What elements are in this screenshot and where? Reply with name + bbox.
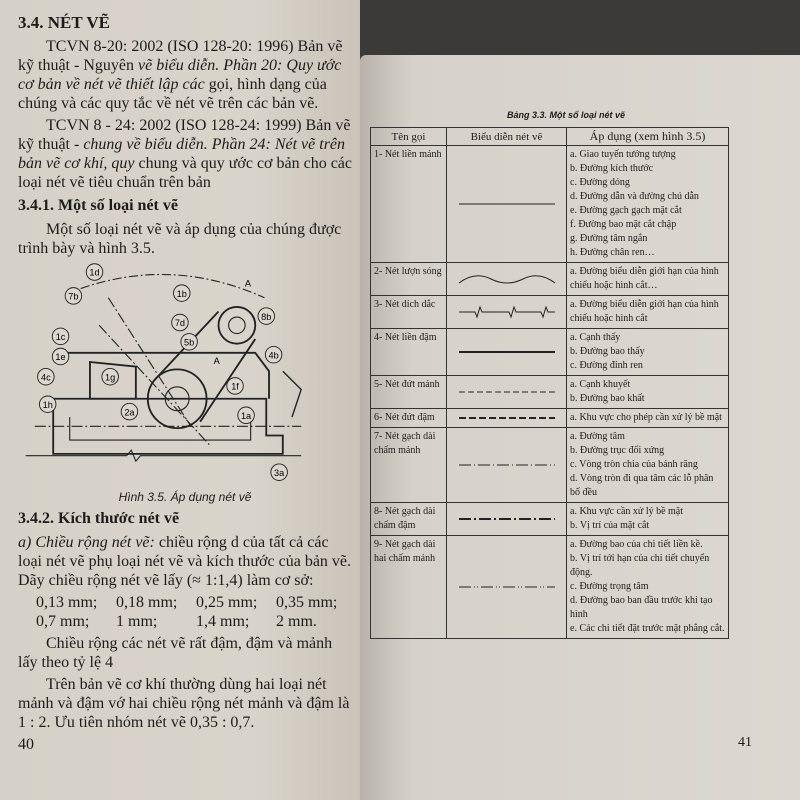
use-item: e. Đường gạch gạch mặt cắt xyxy=(570,205,682,216)
width-list xyxy=(18,593,352,631)
paragraph xyxy=(18,675,352,732)
table-row xyxy=(371,536,729,639)
width-value: 0,25 mm; xyxy=(196,594,258,611)
table-row xyxy=(371,263,729,296)
width-value: 0,7 mm; xyxy=(36,613,90,630)
width-value: 0,35 mm; xyxy=(276,594,338,611)
line-sample-dashdotdot-thin xyxy=(457,582,557,592)
subsection-title: 3.4.2. Kích thước nét vẽ xyxy=(18,510,180,527)
paragraph-line: chung và quy ước cơ bản cho các loại nét vẽ tiêu chuẩn trên bản xyxy=(18,155,353,191)
svg-text:5b: 5b xyxy=(184,337,195,348)
figure-label xyxy=(52,328,69,345)
table-row xyxy=(371,376,729,409)
paragraph xyxy=(18,220,352,258)
paragraph-line: chiều rộng d của tất cả các loại nét vẽ phụ xyxy=(18,534,329,570)
svg-text:7b: 7b xyxy=(68,291,79,302)
column-header: Biểu diễn nét vẽ xyxy=(447,128,567,146)
paragraph-line: chung về biểu diễn. Phần 24: Nét vẽ trên bản vẽ cơ khí, quy xyxy=(18,136,346,172)
svg-text:3a: 3a xyxy=(274,467,285,478)
paragraph xyxy=(18,533,352,590)
use-item: d. Đường bao ban đầu trước khi tạo hình xyxy=(570,595,713,620)
use-item: c. Đường trọng tâm xyxy=(570,581,649,592)
figure-label xyxy=(86,264,103,281)
figure-3-5-drawing xyxy=(18,261,318,486)
use-item: e. Các chi tiết đặt trước mặt phẳng cắt. xyxy=(570,623,725,634)
line-sample-wave xyxy=(457,271,557,287)
use-item: a. Khu vực cần xử lý bề mặt xyxy=(570,506,684,517)
figure-label xyxy=(121,403,138,420)
line-sample-thick xyxy=(457,347,557,357)
use-item: b. Đường bao khất xyxy=(570,393,645,404)
line-types-table xyxy=(370,127,729,639)
width-value: 1,4 mm; xyxy=(196,613,250,630)
line-name: 5- Nét đứt mảnh xyxy=(371,376,447,409)
table-row xyxy=(371,409,729,428)
figure-label xyxy=(258,308,275,325)
line-name: 9- Nét gạch dài hai chấm mảnh xyxy=(371,536,447,639)
section-title: 3.4. NÉT VẼ xyxy=(18,13,110,32)
use-item: a. Đường biểu diễn giới hạn của hình xyxy=(570,266,719,277)
paragraph xyxy=(18,37,352,113)
table-row xyxy=(371,329,729,376)
figure-label xyxy=(172,314,189,331)
line-sample-dashdot-thin xyxy=(457,460,557,470)
width-value: 1 mm; xyxy=(116,613,158,630)
use-item: a. Cạnh thấy xyxy=(570,332,621,343)
figure-label xyxy=(265,346,282,363)
figure-label: A xyxy=(244,278,251,289)
use-item: f. Đường bao mặt cắt chập xyxy=(570,219,677,230)
use-item: c. Vòng tròn chia của bánh răng xyxy=(570,459,698,470)
left-page xyxy=(0,0,360,800)
use-item: h. Đường chân ren… xyxy=(570,247,655,258)
use-item: a. Cạnh khuyết xyxy=(570,379,631,390)
line-name: 6- Nét đứt đậm xyxy=(371,409,447,428)
figure-label: A xyxy=(213,355,220,366)
width-value: 0,18 mm; xyxy=(116,594,178,611)
table-row xyxy=(371,146,729,263)
paragraph-line: hai chiều rộng nét mảnh và đậm là 1 : 2. Ưu tiên nhóm nét vẽ xyxy=(18,695,350,731)
use-item: chiếu hoặc hình cắt… xyxy=(570,280,658,291)
figure-label xyxy=(102,368,119,385)
svg-text:1a: 1a xyxy=(240,410,252,421)
paragraph-line: vẽ biểu diễn. Phần 20: Quy ước cơ bản về nét vẽ thiết lập các xyxy=(18,57,342,93)
svg-text:7d: 7d xyxy=(174,318,186,329)
figure-caption: Hình 3.5. Áp dụng nét vẽ xyxy=(118,490,252,504)
paragraph-lead: a) Chiều rộng nét vẽ: xyxy=(18,534,155,551)
svg-text:1b: 1b xyxy=(176,288,187,299)
figure-label xyxy=(52,348,69,365)
svg-text:1h: 1h xyxy=(42,399,53,410)
line-name: 4- Nét liền đậm xyxy=(371,329,447,376)
width-value: 0,13 mm; xyxy=(36,594,98,611)
line-name: 7- Nét gạch dài chấm mảnh xyxy=(371,428,447,503)
line-sample-dash-thin xyxy=(457,387,557,397)
paragraph-line: (≈ 1:1,4) làm cơ sở: xyxy=(186,572,314,589)
paragraph-line: TCVN 8-20: 2002 (ISO 128-20: 1996) Bản vẽ kỹ thuật - Nguyên xyxy=(18,38,343,74)
use-item: d. Vòng tròn đi qua tâm các lỗ phân bố đều xyxy=(570,473,714,498)
svg-text:8b: 8b xyxy=(261,311,272,322)
line-sample-dashdot-thick xyxy=(457,514,557,524)
figure-label xyxy=(65,288,82,305)
figure-label xyxy=(39,396,56,413)
use-item: g. Đường tâm ngắn xyxy=(570,233,648,244)
figure-label xyxy=(174,285,191,302)
use-item: chiếu hoặc hình cắt xyxy=(570,313,648,324)
table-caption: Bảng 3.3. Một số loại nét vẽ xyxy=(507,110,626,120)
use-item: a. Đường biểu diễn giới hạn của hình xyxy=(570,299,719,310)
column-header: Áp dụng (xem hình 3.5) xyxy=(567,128,729,146)
paragraph-line: loại nét vẽ và kích thước của bản vẽ. Dãy chiều rộng nét vẽ lấy xyxy=(18,553,352,589)
use-item: b. Đường trục đối xứng xyxy=(570,445,665,456)
line-sample-thin xyxy=(457,199,557,209)
paragraph-line: Chiều rộng các nét vẽ rất đậm, đậm và mảnh lấy theo tỷ lệ 4 xyxy=(18,635,333,671)
svg-text:1f: 1f xyxy=(231,381,239,392)
use-item: a. Đường bao của chi tiết liền kề. xyxy=(570,539,703,550)
table-row xyxy=(371,296,729,329)
use-item: b. Vị trí của mặt cắt xyxy=(570,520,650,531)
figure-label xyxy=(181,334,198,351)
page-number: 41 xyxy=(738,735,752,750)
use-item: a. Đường tâm xyxy=(570,431,625,442)
line-name: 2- Nét lượn sóng xyxy=(371,263,447,296)
paragraph-line: Một số loại nét vẽ và áp dụng của chúng được trình bày xyxy=(18,221,342,257)
line-name: 1- Nét liền mảnh xyxy=(371,146,447,263)
use-item: c. Đường dóng xyxy=(570,177,630,188)
subsection-title: 3.4.1. Một số loại nét vẽ xyxy=(18,197,178,214)
table-row xyxy=(371,428,729,503)
line-sample-dash-thick xyxy=(457,413,557,423)
use-item: b. Vị trí tới hạn của chi tiết chuyển động. xyxy=(570,553,710,578)
use-item: a. Giao tuyến tưởng tượng xyxy=(570,149,676,160)
figure-label xyxy=(227,378,244,395)
table-row xyxy=(371,503,729,536)
figure-label xyxy=(238,407,255,424)
column-header: Tên gọi xyxy=(371,128,447,146)
line-sample-zigzag xyxy=(457,304,557,320)
use-item: b. Đường kích thước xyxy=(570,163,654,174)
page-number: 40 xyxy=(18,736,34,753)
svg-text:4b: 4b xyxy=(268,350,279,361)
svg-text:1c: 1c xyxy=(55,331,66,342)
figure-label xyxy=(271,464,288,481)
paragraph xyxy=(18,116,352,192)
svg-text:1g: 1g xyxy=(105,372,116,383)
use-item: a. Khu vực cho phép cần xử lý bề mặt xyxy=(570,412,722,423)
line-name: 8- Nét gạch dài chấm đậm xyxy=(371,503,447,536)
figure-label xyxy=(38,368,55,385)
svg-text:2a: 2a xyxy=(124,407,135,418)
paragraph-line: TCVN 8 - 24: 2002 (ISO 128-24: 1999) Bản vẽ kỹ thuật - xyxy=(18,117,351,153)
width-value: 2 mm. xyxy=(276,613,317,630)
use-item: d. Đường dẫn và đường chú dẫn xyxy=(570,191,699,202)
paragraph-line: và hình 3.5. xyxy=(79,240,155,257)
paragraph-line: Trên bản vẽ cơ khí thường dùng hai loại nét mảnh và đậm vớ xyxy=(18,676,327,712)
paragraph-line: 0,35 : 0,7. xyxy=(189,714,255,731)
paragraph-line: gọi, hình dạng của chúng và các quy tắc về nét vẽ trên các bản vẽ. xyxy=(18,76,327,112)
use-item: b. Đường bao thấy xyxy=(570,346,645,357)
line-name: 3- Nét dích dắc xyxy=(371,296,447,329)
svg-text:4c: 4c xyxy=(41,372,51,383)
svg-text:1e: 1e xyxy=(55,352,66,363)
use-item: c. Đường đỉnh ren xyxy=(570,360,643,371)
svg-text:1d: 1d xyxy=(89,267,100,278)
